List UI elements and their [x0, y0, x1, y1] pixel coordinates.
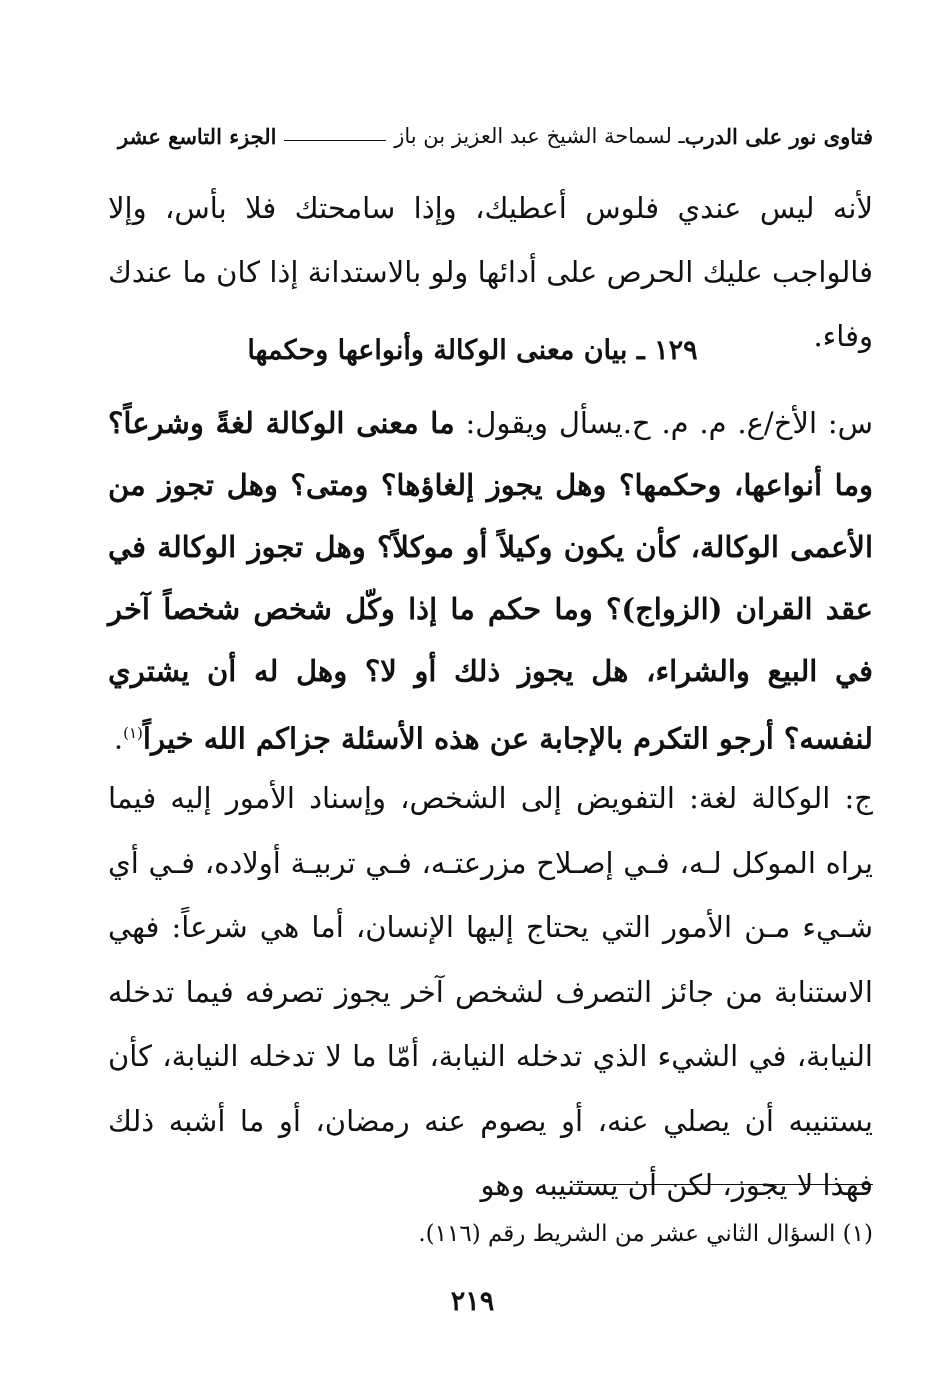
continuation-paragraph: لأنه ليس عندي فلوس أعطيك، وإذا سامحتك فلا بأس، وإلا فالواجب عليك الحرص على أدائها ولو بالاستدانة إذا كان ما عندك وفاء.: [108, 191, 873, 353]
footnote: (١) السؤال الثاني عشر من الشريط رقم (١١٦).: [418, 1221, 873, 1247]
book-title: فتاوى نور على الدرب: [684, 123, 873, 149]
author-name: ـ لسماحة الشيخ عبد العزيز بن باز: [394, 124, 685, 148]
header-rule: [284, 140, 386, 141]
question-paragraph: س: الأخ/ع. م. م. ح.يسأل ويقول: ما معنى الوكالة لغةً وشرعاً؟ وما أنواعها، وحكمها؟ وهل يجوز إلغاؤها؟ ومتى؟ وهل تجوز من الأعمى الوكالة، كأن يكون وكيلاً أو موكلاً؟ وهل تجوز الوكالة في عقد القران (الزواج)؟ وما حكم ما إذا وكّل شخص شخصاً آخر في البيع والشراء، هل يجوز ذلك أو لا؟ وهل له أن يشتري لنفسه؟ أرجو التكرم بالإجابة عن هذه الأسئلة جزاكم الله خيراً$^{(١)}$.: [108, 406, 874, 756]
page-number: ٢١٩: [450, 1286, 495, 1317]
running-header: [118, 118, 873, 154]
section-heading: ١٢٩ ـ بيان معنى الوكالة وأنواعها وحكمها: [247, 335, 698, 366]
volume-label: الجزء التاسع عشر: [118, 123, 277, 149]
answer-paragraph: ج: الوكالة لغة: التفويض إلى الشخص، وإسناد الأمور إليه فيما يراه الموكل لـه، فـي إصـلاح مزرعتـه، فـي تربيـة أولاده، فـي أي شـيء مـن الأمور التي يحتاج إليها الإنسان، أما هي شرعاً: فهي الاستنابة من جائز التصرف لشخص آخر يجوز تصرفه فيما تدخله النيابة، في الشيء الذي تدخله النيابة، أمّا ما لا تدخله النيابة، كأن يستنيبه أن يصلي عنه، أو يصوم عنه رمضان، أو ما أشبه ذلك فهذا لا يجوز، لكن أن يستنيبه وهو: [108, 781, 873, 1202]
footnote-reference: (١): [123, 724, 143, 742]
question-label: س: الأخ/ع. م. م. ح.يسأل ويقول:: [465, 406, 874, 440]
question-text: ما معنى الوكالة لغةً وشرعاً؟ وما أنواعها، وحكمها؟ وهل يجوز إلغاؤها؟ ومتى؟ وهل تجوز من الأعمى الوكالة، كأن يكون وكيلاً أو موكلاً؟ وهل تجوز الوكالة في عقد القران (الزواج)؟ وما حكم ما إذا وكّل شخص شخصاً آخر في البيع والشراء، هل يجوز ذلك أو لا؟ وهل له أن يشتري لنفسه؟ أرجو التكرم بالإجابة عن هذه الأسئلة جزاكم الله خيراً: [108, 406, 873, 756]
footnote-separator: [573, 1184, 873, 1185]
